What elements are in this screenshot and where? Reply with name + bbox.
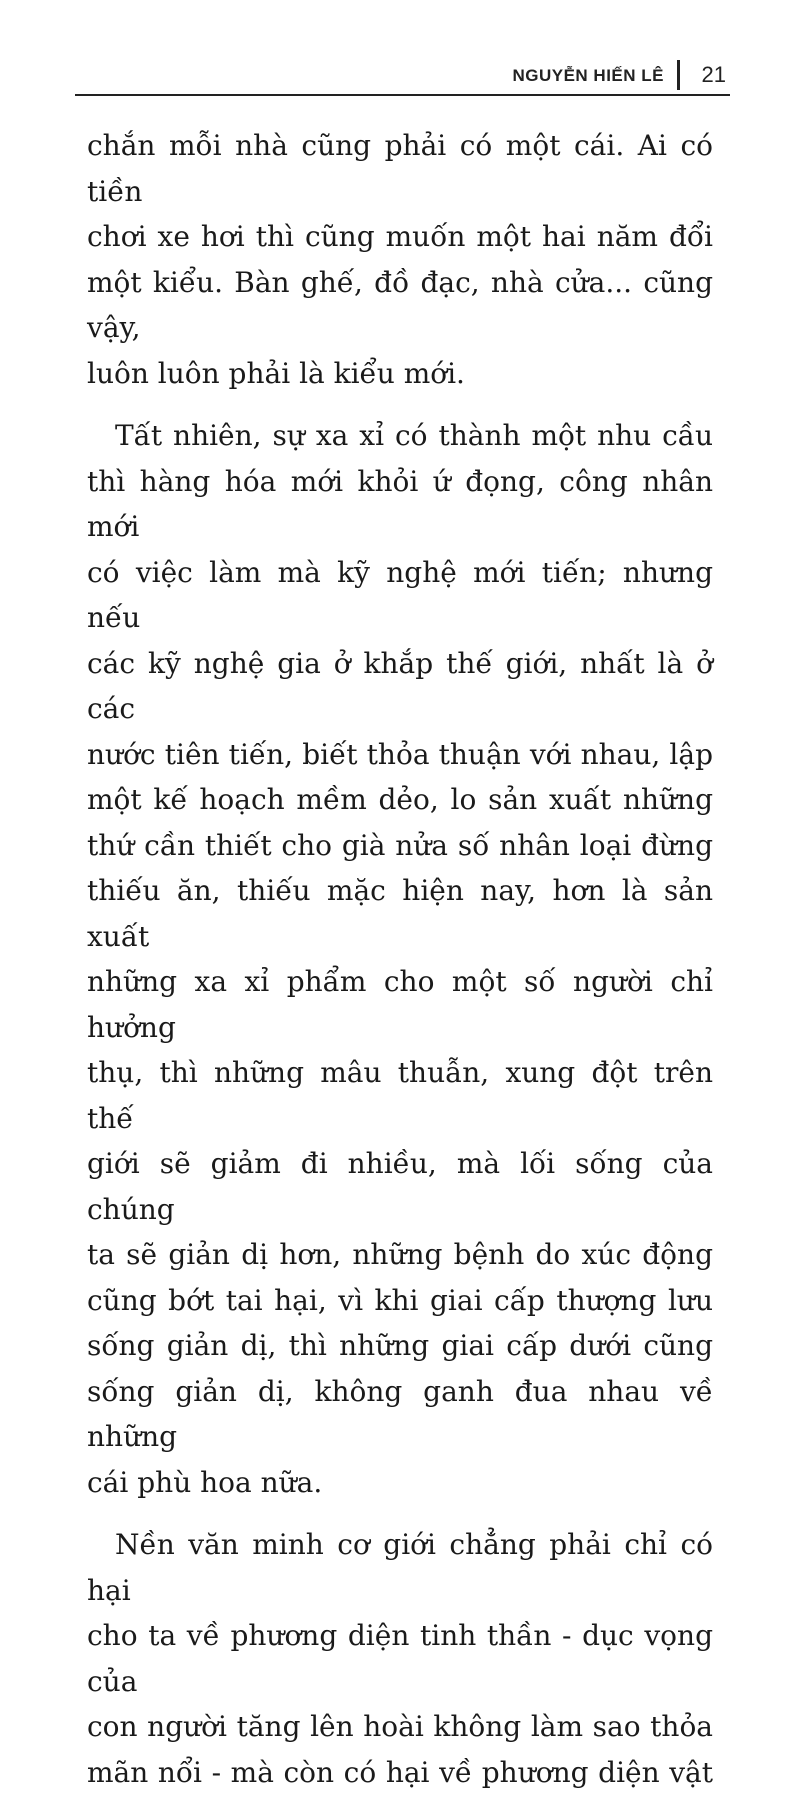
- text-line: cái phù hoa nữa.: [87, 1460, 713, 1506]
- page-number: 21: [702, 62, 726, 88]
- text-line: sống giản dị, thì những giai cấp dưới cũng: [87, 1323, 713, 1369]
- paragraph-2: [87, 413, 713, 1505]
- text-line: một kế hoạch mềm dẻo, lo sản xuất những: [87, 777, 713, 823]
- text-line: thì hàng hóa mới khỏi ứ đọng, công nhân mới: [87, 459, 713, 550]
- text-line: mãn nổi - mà còn có hại về phương diện vật: [87, 1750, 713, 1795]
- text-line: giới sẽ giảm đi nhiều, mà lối sống của chúng: [87, 1141, 713, 1232]
- text-line: nước tiên tiến, biết thỏa thuận với nhau, lập: [87, 732, 713, 778]
- paragraph-1: [87, 123, 713, 396]
- body-text: [87, 123, 713, 1795]
- text-line: một kiểu. Bàn ghế, đồ đạc, nhà cửa... cũng vậy,: [87, 260, 713, 351]
- text-line: Nền văn minh cơ giới chẳng phải chỉ có hại: [87, 1522, 713, 1613]
- text-line: thụ, thì những mâu thuẫn, xung đột trên thế: [87, 1050, 713, 1141]
- text-line: thiếu ăn, thiếu mặc hiện nay, hơn là sản xuất: [87, 868, 713, 959]
- text-line: ta sẽ giản dị hơn, những bệnh do xúc động: [87, 1232, 713, 1278]
- text-line: chắn mỗi nhà cũng phải có một cái. Ai có tiền: [87, 123, 713, 214]
- text-line: sống giản dị, không ganh đua nhau về những: [87, 1369, 713, 1460]
- header-separator: [677, 60, 680, 90]
- text-line: có việc làm mà kỹ nghệ mới tiến; nhưng nếu: [87, 550, 713, 641]
- text-line: cũng bớt tai hại, vì khi giai cấp thượng lưu: [87, 1278, 713, 1324]
- text-line: chơi xe hơi thì cũng muốn một hai năm đổi: [87, 214, 713, 260]
- text-line: cho ta về phương diện tinh thần - dục vọng của: [87, 1613, 713, 1704]
- text-line: những xa xỉ phẩm cho một số người chỉ hưởng: [87, 959, 713, 1050]
- running-header: [75, 58, 730, 96]
- text-line: các kỹ nghệ gia ở khắp thế giới, nhất là ở các: [87, 641, 713, 732]
- text-line: thứ cần thiết cho già nửa số nhân loại đừng: [87, 823, 713, 869]
- text-line: luôn luôn phải là kiểu mới.: [87, 351, 713, 397]
- text-line: con người tăng lên hoài không làm sao thỏa: [87, 1704, 713, 1750]
- paragraph-3: [87, 1522, 713, 1795]
- text-line: Tất nhiên, sự xa xỉ có thành một nhu cầu: [87, 413, 713, 459]
- author-name: NGUYỄN HIẾN LÊ: [512, 66, 664, 86]
